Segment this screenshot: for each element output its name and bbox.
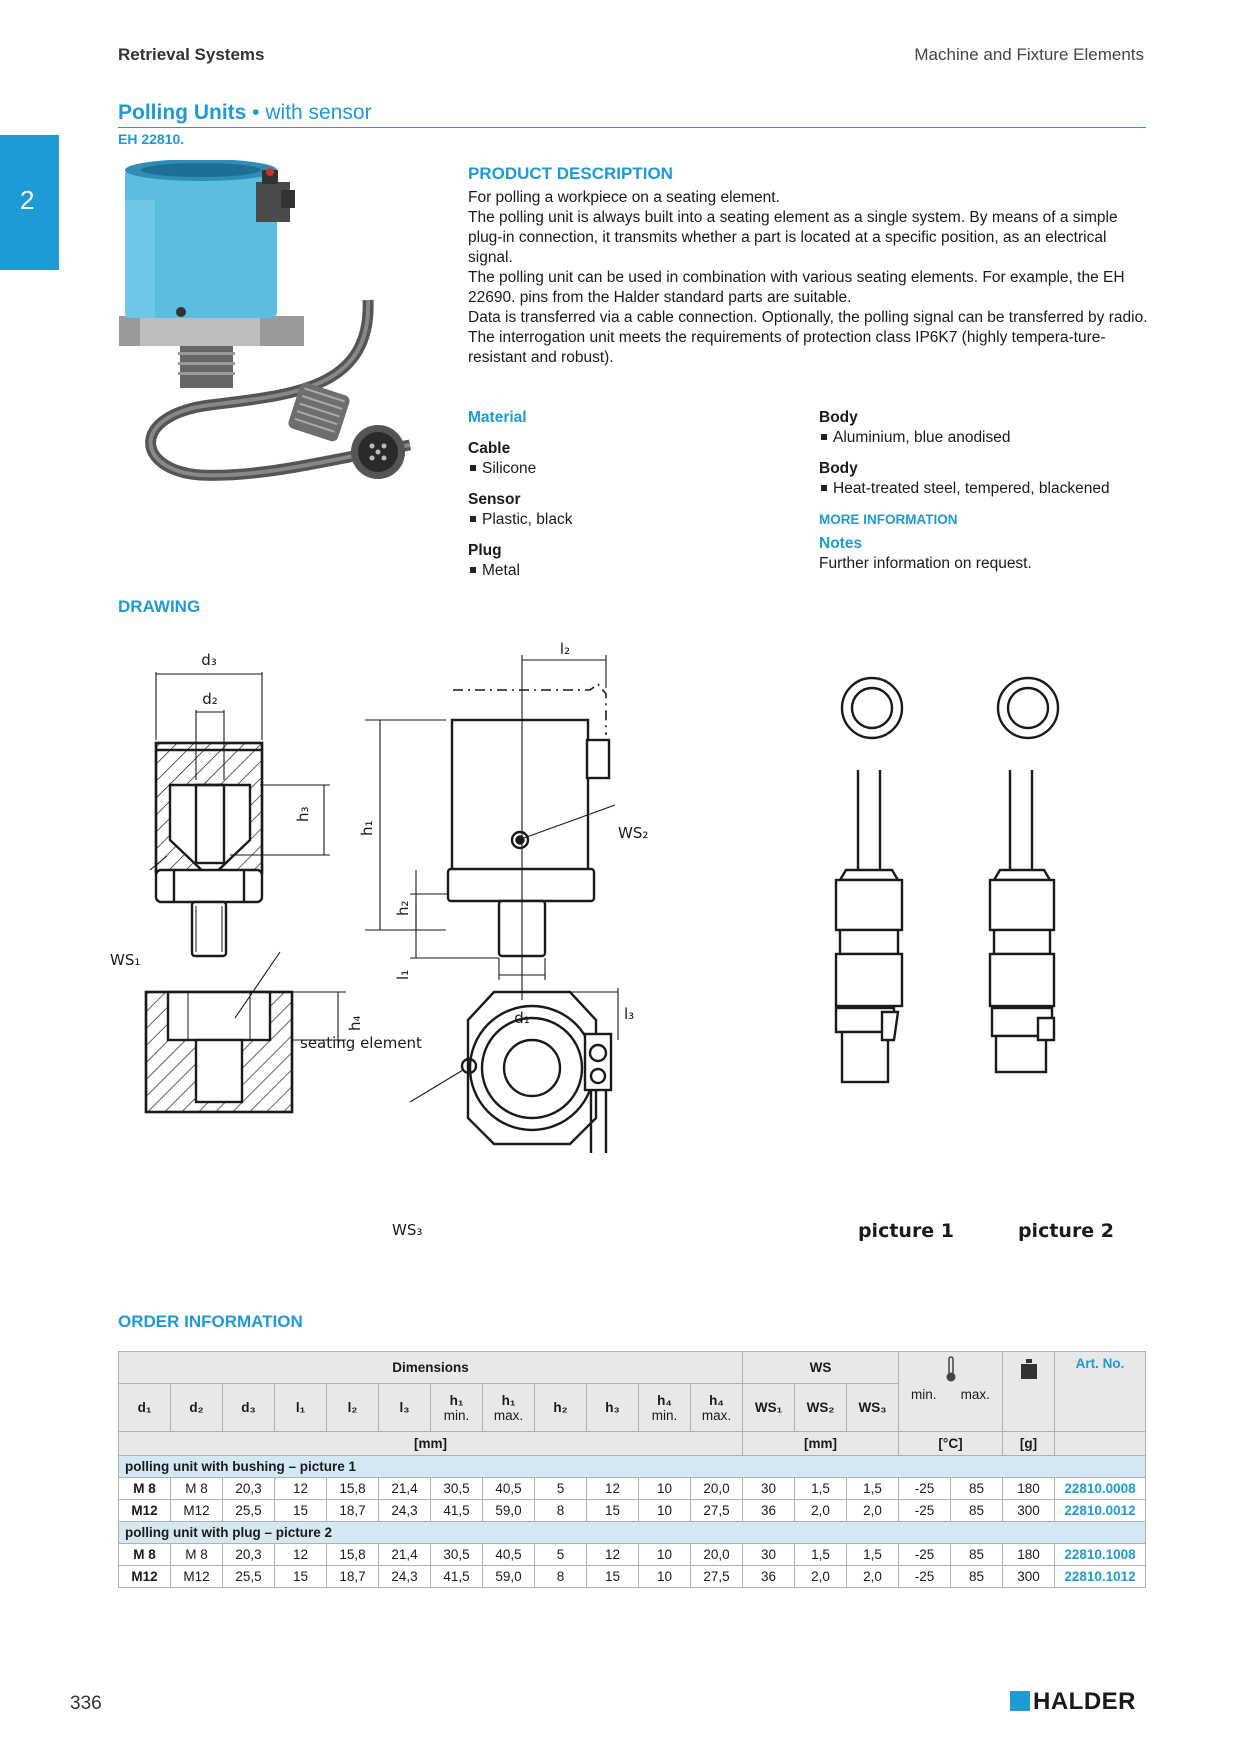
table-cell: -25 xyxy=(899,1566,951,1588)
table-cell: 20,0 xyxy=(691,1478,743,1500)
column-header: l₁ xyxy=(275,1384,327,1432)
dim-ws1: WS₁ xyxy=(110,951,141,969)
column-header: d₃ xyxy=(223,1384,275,1432)
material-left xyxy=(468,408,788,581)
column-header: h₄ xyxy=(657,1392,672,1408)
description-paragraph: The interrogation unit meets the requirements of protection class IP6K7 (highly tempera-ture-resistant and robust). xyxy=(468,329,1106,366)
ws-header: WS xyxy=(743,1352,899,1384)
table-cell: 27,5 xyxy=(691,1566,743,1588)
column-header: WS₂ xyxy=(795,1384,847,1432)
description-paragraph: Data is transferred via a cable connection. Optionally, the polling signal can be transferred by radio. xyxy=(468,309,1148,326)
dim-l3: l₃ xyxy=(624,1005,635,1023)
column-header: l₂ xyxy=(327,1384,379,1432)
drawing-heading: DRAWING xyxy=(118,597,201,616)
order-information-heading: ORDER INFORMATION xyxy=(118,1312,303,1331)
description-paragraph: The polling unit is always built into a seating element as a single system. By means of a simple plug-in connection, it transmits whether a part is located at a specific position, as an electrical signal. xyxy=(468,209,1118,266)
table-cell: 15,8 xyxy=(327,1478,379,1500)
table-cell: 41,5 xyxy=(431,1566,483,1588)
table-cell: 25,5 xyxy=(223,1566,275,1588)
table-cell: 2,0 xyxy=(795,1500,847,1522)
side-view xyxy=(448,684,609,956)
table-cell: 59,0 xyxy=(483,1566,535,1588)
order-table-body xyxy=(119,1456,1146,1588)
dim-h2: h₂ xyxy=(394,900,412,916)
product-description xyxy=(468,188,1148,368)
table-cell: 40,5 xyxy=(483,1478,535,1500)
bushing-section-view xyxy=(156,743,262,956)
table-cell: 12 xyxy=(587,1544,639,1566)
material-value: Aluminium, blue anodised xyxy=(833,429,1011,446)
article-number-cell[interactable]: 22810.0008 xyxy=(1055,1478,1146,1500)
picture-2-label: picture 2 xyxy=(1017,1220,1115,1242)
table-cell: 180 xyxy=(1003,1544,1055,1566)
material-label: Plug xyxy=(468,542,502,559)
table-cell: M12 xyxy=(171,1500,223,1522)
table-cell: 12 xyxy=(275,1478,327,1500)
table-cell: -25 xyxy=(899,1500,951,1522)
material-label: Body xyxy=(819,409,858,426)
column-header-h4-max xyxy=(691,1384,743,1432)
table-group-header xyxy=(119,1352,1146,1384)
table-group-row xyxy=(119,1522,1146,1544)
header-category: Machine and Fixture Elements xyxy=(914,45,1144,64)
connector-picture-2 xyxy=(990,770,1054,1072)
material-heading: Material xyxy=(468,409,527,426)
dim-d2: d₂ xyxy=(202,690,218,708)
table-cell: 8 xyxy=(535,1566,587,1588)
table-cell: 36 xyxy=(743,1566,795,1588)
weight-icon xyxy=(1019,1358,1039,1380)
dim-d3: d₃ xyxy=(201,651,217,669)
table-cell: 10 xyxy=(639,1566,691,1588)
title-separator: • xyxy=(246,101,266,124)
material-item xyxy=(468,510,788,530)
technical-drawing xyxy=(110,640,1150,1290)
table-cell: 1,5 xyxy=(795,1478,847,1500)
material-item xyxy=(468,459,788,479)
table-cell: 24,3 xyxy=(379,1566,431,1588)
table-cell: 180 xyxy=(1003,1478,1055,1500)
table-row xyxy=(119,1478,1146,1500)
table-cell: 27,5 xyxy=(691,1500,743,1522)
table-cell: 24,3 xyxy=(379,1500,431,1522)
table-cell: 41,5 xyxy=(431,1500,483,1522)
notes-text: Further information on request. xyxy=(819,555,1032,572)
table-cell: 8 xyxy=(535,1500,587,1522)
table-cell: 30 xyxy=(743,1478,795,1500)
product-photo xyxy=(110,160,470,490)
weight-header xyxy=(1003,1352,1055,1432)
table-cell: 21,4 xyxy=(379,1478,431,1500)
column-header: h₄ xyxy=(709,1392,724,1408)
table-row xyxy=(119,1566,1146,1588)
table-cell: M12 xyxy=(171,1566,223,1588)
temp-max-label: max. xyxy=(960,1387,990,1402)
table-cell: 18,7 xyxy=(327,1566,379,1588)
brand-name: HALDER xyxy=(1033,1688,1136,1715)
table-cell: 30,5 xyxy=(431,1544,483,1566)
material-value: Silicone xyxy=(482,460,537,477)
halder-logo-icon xyxy=(1010,1691,1030,1711)
article-number-cell[interactable]: 22810.0012 xyxy=(1055,1500,1146,1522)
column-header: d₂ xyxy=(171,1384,223,1432)
bullet-icon xyxy=(470,567,476,573)
material-value: Heat-treated steel, tempered, blackened xyxy=(833,480,1110,497)
dim-d1: d₁ xyxy=(514,1009,530,1027)
title-rule xyxy=(118,127,1146,128)
table-cell: 85 xyxy=(951,1500,1003,1522)
table-cell: 20,0 xyxy=(691,1544,743,1566)
column-header: h₁ xyxy=(501,1392,516,1408)
table-units-row xyxy=(119,1432,1146,1456)
connector-faces xyxy=(842,678,1058,738)
table-group-row xyxy=(119,1456,1146,1478)
table-cell: 10 xyxy=(639,1544,691,1566)
material-label: Sensor xyxy=(468,491,521,508)
bullet-icon xyxy=(821,485,827,491)
table-cell: 15 xyxy=(275,1500,327,1522)
table-cell: M12 xyxy=(119,1500,171,1522)
max-label: max. xyxy=(701,1407,732,1423)
unit-label: [°C] xyxy=(899,1432,1003,1456)
table-cell: 40,5 xyxy=(483,1544,535,1566)
table-cell: 85 xyxy=(951,1566,1003,1588)
unit-spacer xyxy=(1055,1432,1146,1456)
table-cell: 36 xyxy=(743,1500,795,1522)
top-view xyxy=(462,992,611,1153)
column-header: WS₁ xyxy=(743,1384,795,1432)
article-number-cell[interactable]: 22810.1012 xyxy=(1055,1566,1146,1588)
dim-ws3: WS₃ xyxy=(392,1221,423,1239)
dim-ws2: WS₂ xyxy=(618,824,649,842)
table-cell: M 8 xyxy=(171,1478,223,1500)
table-cell: 15 xyxy=(275,1566,327,1588)
notes-heading: Notes xyxy=(819,535,863,552)
temp-min-label: min. xyxy=(911,1387,937,1402)
thermometer-icon xyxy=(944,1356,958,1382)
table-cell: 10 xyxy=(639,1500,691,1522)
table-cell: 5 xyxy=(535,1478,587,1500)
unit-label: [g] xyxy=(1003,1432,1055,1456)
table-cell: 15 xyxy=(587,1566,639,1588)
table-cell: 15,8 xyxy=(327,1544,379,1566)
table-cell: 21,4 xyxy=(379,1544,431,1566)
table-cell: M 8 xyxy=(119,1478,171,1500)
page-number: 336 xyxy=(70,1693,102,1714)
table-cell: M 8 xyxy=(171,1544,223,1566)
table-cell: M 8 xyxy=(119,1544,171,1566)
material-item xyxy=(819,428,1149,448)
bullet-icon xyxy=(470,516,476,522)
title-main: Polling Units xyxy=(118,101,247,124)
group-title: polling unit with plug – picture 2 xyxy=(119,1522,1146,1544)
description-paragraph: For polling a workpiece on a seating element. xyxy=(468,189,780,206)
material-value: Plastic, black xyxy=(482,511,573,528)
chapter-number: 2 xyxy=(20,185,35,215)
dim-l1: l₁ xyxy=(394,969,412,980)
table-cell: 10 xyxy=(639,1478,691,1500)
bullet-icon xyxy=(470,465,476,471)
header-section: Retrieval Systems xyxy=(118,45,265,64)
table-cell: 20,3 xyxy=(223,1544,275,1566)
table-cell: 30,5 xyxy=(431,1478,483,1500)
table-cell: 12 xyxy=(587,1478,639,1500)
brand-logo xyxy=(1010,1688,1136,1716)
connector-picture-1 xyxy=(836,770,902,1082)
material-label: Body xyxy=(819,460,858,477)
material-item xyxy=(468,561,788,581)
min-label: min. xyxy=(651,1407,678,1423)
column-header-h1-max xyxy=(483,1384,535,1432)
table-cell: 300 xyxy=(1003,1566,1055,1588)
material-item xyxy=(819,479,1149,499)
table-cell: M12 xyxy=(119,1566,171,1588)
table-cell: 2,0 xyxy=(847,1500,899,1522)
column-header: h₃ xyxy=(587,1384,639,1432)
dim-h4: h₄ xyxy=(346,1015,364,1031)
more-information-heading: MORE INFORMATION xyxy=(819,512,958,527)
dim-h1: h₁ xyxy=(358,820,376,836)
table-cell: 1,5 xyxy=(795,1544,847,1566)
order-table xyxy=(118,1351,1146,1588)
column-header-h4-min xyxy=(639,1384,691,1432)
table-cell: 20,3 xyxy=(223,1478,275,1500)
table-cell: 30 xyxy=(743,1544,795,1566)
article-number-cell[interactable]: 22810.1008 xyxy=(1055,1544,1146,1566)
article-number-header: Art. No. xyxy=(1055,1352,1146,1432)
table-cell: 59,0 xyxy=(483,1500,535,1522)
table-cell: 85 xyxy=(951,1544,1003,1566)
max-label: max. xyxy=(493,1407,524,1423)
table-row xyxy=(119,1500,1146,1522)
group-title: polling unit with bushing – picture 1 xyxy=(119,1456,1146,1478)
title-sub: with sensor xyxy=(265,101,372,124)
table-cell: 2,0 xyxy=(795,1566,847,1588)
column-header: WS₃ xyxy=(847,1384,899,1432)
dim-l2: l₂ xyxy=(559,640,571,658)
table-cell: 5 xyxy=(535,1544,587,1566)
table-cell: 300 xyxy=(1003,1500,1055,1522)
column-header: h₁ xyxy=(449,1392,464,1408)
material-label: Cable xyxy=(468,440,511,457)
article-number: EH 22810. xyxy=(118,131,185,147)
table-cell: -25 xyxy=(899,1544,951,1566)
table-row xyxy=(119,1544,1146,1566)
column-header-h1-min xyxy=(431,1384,483,1432)
column-header: l₃ xyxy=(379,1384,431,1432)
product-description-heading: PRODUCT DESCRIPTION xyxy=(468,164,673,183)
seating-element-label: seating element xyxy=(300,1034,422,1052)
table-cell: 2,0 xyxy=(847,1566,899,1588)
picture-1-label: picture 1 xyxy=(857,1220,955,1242)
unit-label: [mm] xyxy=(119,1432,743,1456)
material-right xyxy=(819,408,1149,574)
table-cell: -25 xyxy=(899,1478,951,1500)
table-cell: 1,5 xyxy=(847,1478,899,1500)
page-title xyxy=(118,101,372,125)
min-label: min. xyxy=(443,1407,470,1423)
dim-h3: h₃ xyxy=(294,806,312,822)
seating-element-view xyxy=(146,992,292,1112)
dimensions-header: Dimensions xyxy=(119,1352,743,1384)
table-cell: 15 xyxy=(587,1500,639,1522)
column-header: h₂ xyxy=(535,1384,587,1432)
table-cell: 1,5 xyxy=(847,1544,899,1566)
column-header: d₁ xyxy=(119,1384,171,1432)
table-cell: 85 xyxy=(951,1478,1003,1500)
description-paragraph: The polling unit can be used in combination with various seating elements. For example, the EH 22690. pins from the Halder standard parts are suitable. xyxy=(468,269,1125,306)
chapter-tab xyxy=(0,135,59,270)
table-cell: 12 xyxy=(275,1544,327,1566)
table-cell: 18,7 xyxy=(327,1500,379,1522)
temperature-header xyxy=(899,1352,1003,1432)
bullet-icon xyxy=(821,434,827,440)
unit-label: [mm] xyxy=(743,1432,899,1456)
material-value: Metal xyxy=(482,562,520,579)
table-cell: 25,5 xyxy=(223,1500,275,1522)
